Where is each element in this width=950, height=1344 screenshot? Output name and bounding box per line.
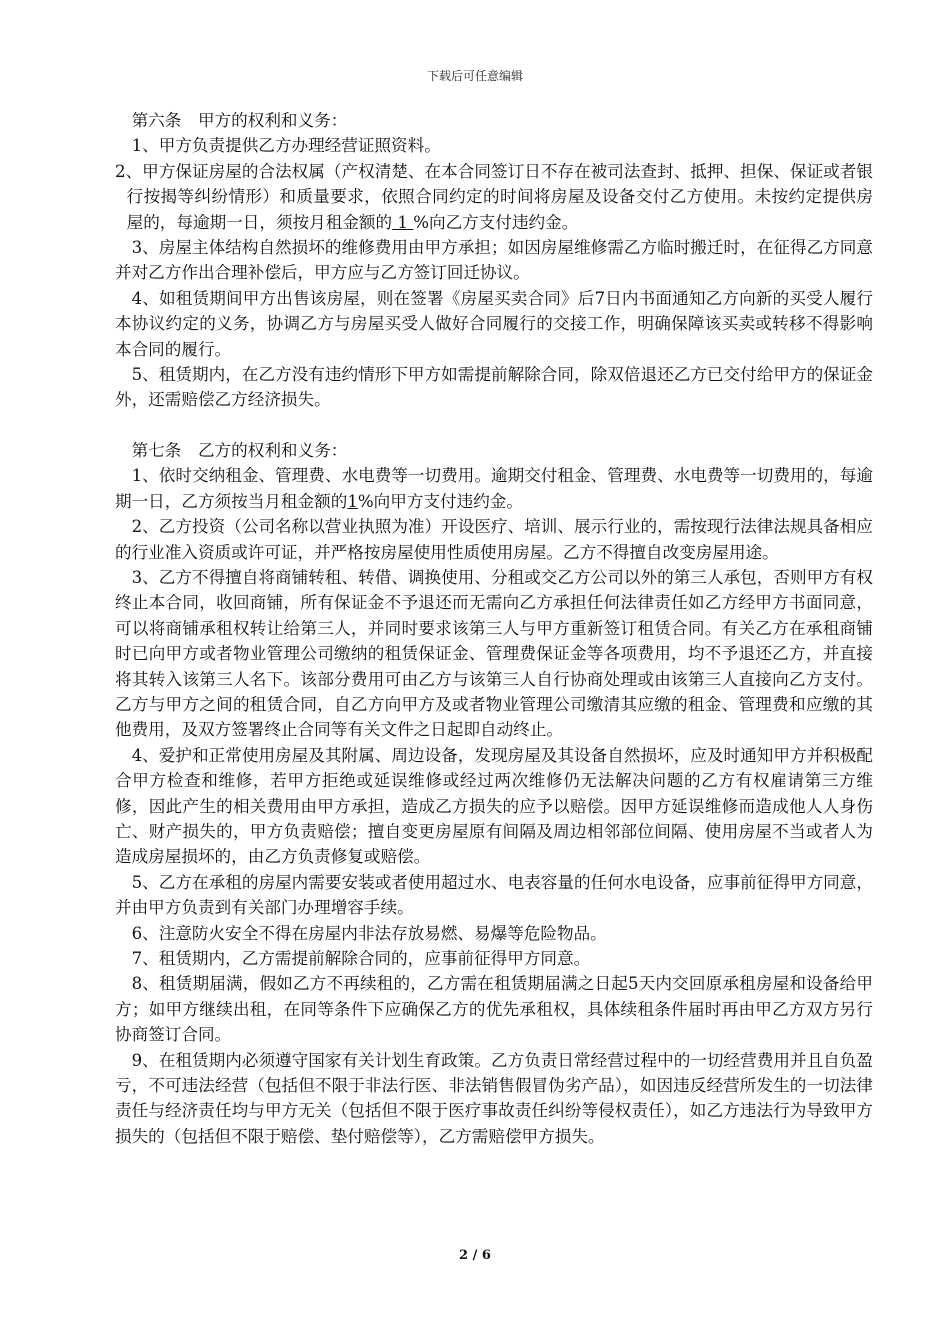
page-header: 下载后可任意编辑 [426,69,523,83]
page-number: 2 / 6 [459,1248,491,1263]
penalty-rate: 1 [392,212,414,232]
penalty-rate: 1 [347,491,358,511]
article-6-title: 第六条 甲方的权利和义务： [131,111,348,130]
clause-text: %向乙方支付违约金。 [413,212,579,232]
article-7-clause-4: 4、爱护和正常使用房屋及其附属、周边设备，发现房屋及其设备自然损坏，应及时通知甲方并积极配合甲方检查和维修，若甲方拒绝或延误维修或经过两次维修仍无法解决问题的乙方有权雇请第三方维修，因此产生的相关费用由甲方承担，造成乙方损失的应予以赔偿。因甲方延误维修而造成他人人身伤亡、财产损失的，甲方负责赔偿；擅自变更房屋原有间隔及周边相邻部位间隔、使用房屋不当或者人为造成房屋损坏的，由乙方负责修复或赔偿。 [115,745,873,867]
article-7-clause-9: 9、在租赁期内必须遵守国家有关计划生育政策。乙方负责日常经营过程中的一切经营费用并且自负盈亏，不可违法经营（包括但不限于非法行医、非法销售假冒伪劣产品），如因违反经营所发生的一切法律责任与经济责任均与甲方无关（包括但不限于医疗事故责任纠纷等侵权责任），如乙方违法行为导致甲方损失的（包括但不限于赔偿、垫付赔偿等），乙方需赔偿甲方损失。 [115,1050,873,1146]
article-7 [115,438,873,1149]
article-6-clause-4: 4、如租赁期间甲方出售该房屋，则在签署《房屋买卖合同》后7日内书面通知乙方向新的买受人履行本协议约定的义务，协调乙方与房屋买受人做好合同履行的交接工作，明确保障该买卖或转移不得影响本合同的履行。 [115,288,873,359]
article-7-title: 第七条 乙方的权利和义务： [131,440,348,460]
article-6-clause-5: 5、租赁期内，在乙方没有违约情形下甲方如需提前解除合同，除双倍退还乙方已交付给甲方的保证金外，还需赔偿乙方经济损失。 [115,365,873,410]
section-spacer [115,413,873,438]
article-7-clause-2: 2、乙方投资（公司名称以营业执照为准）开设医疗、培训、展示行业的，需按现行法律法规具备相应的行业准入资质或许可证，并严格按房屋使用性质使用房屋。乙方不得擅自改变房屋用途。 [115,517,873,562]
article-7-clause-8: 8、租赁期届满，假如乙方不再续租的，乙方需在租赁期届满之日起5天内交回原承租房屋和设备给甲方；如甲方继续出租，在同等条件下应确保乙方的优先承租权，具体续租条件届时再由甲乙方双方另行协商签订合同。 [115,974,873,1045]
article-7-clause-3: 3、乙方不得擅自将商铺转租、转借、调换使用、分租或交乙方公司以外的第三人承包，否则甲方有权终止本合同，收回商铺，所有保证金不予退还而无需向乙方承担任何法律责任如乙方经甲方书面同意，可以将商铺承租权转让给第三人，并同时要求该第三人与甲方重新签订租赁合同。有关乙方在承租商铺时已向甲方或者物业管理公司缴纳的租赁保证金、管理费保证金等各项费用，均不予退还乙方，并直接将其转入该第三人名下。该部分费用可由乙方与该第三人自行协商处理或由该第三人直接向乙方支付。乙方与甲方之间的租赁合同，自乙方向甲方及或者物业管理公司缴清其应缴的租金、管理费和应缴的其他费用，及双方签署终止合同等有关文件之日起即自动终止。 [115,567,873,740]
clause-text: %向甲方支付违约金。 [357,491,523,511]
article-6-clause-3: 3、房屋主体结构自然损坏的维修费用由甲方承担；如因房屋维修需乙方临时搬迁时，在征得乙方同意并对乙方作出合理补偿后，甲方应与乙方签订回迁协议。 [115,238,873,283]
clause-text: 1、依时交纳租金、管理费、水电费等一切费用。逾期交付租金、管理费、水电费等一切费用的，每逾期一日，乙方须按当月租金额的 [115,466,873,511]
article-7-clause-1 [115,463,873,514]
article-7-clause-7: 7、租赁期内，乙方需提前解除合同的，应事前征得甲方同意。 [131,949,591,968]
article-7-clause-6: 6、注意防火安全不得在房屋内非法存放易燃、易爆等危险物品。 [131,923,607,943]
document-body [115,108,873,1149]
article-6-clause-1: 1、甲方负责提供乙方办理经营证照资料。 [131,136,441,156]
article-7-clause-5: 5、乙方在承租的房屋内需要安装或者使用超过水、电表容量的任何水电设备，应事前征得甲方同意，并由甲方负责到有关部门办理增容手续。 [115,872,873,918]
article-6 [115,108,873,413]
clause-text: 2、甲方保证房屋的合法权属（产权清楚、在本合同签订日不存在被司法查封、抵押、担保、保证或者银行按揭等纠纷情形）和质量要求，依照合同约定的时间将房屋及设备交付乙方使用。未按约定提供房屋的，每逾期一日，须按月租金额的 [115,161,873,232]
article-6-clause-2 [115,159,873,235]
